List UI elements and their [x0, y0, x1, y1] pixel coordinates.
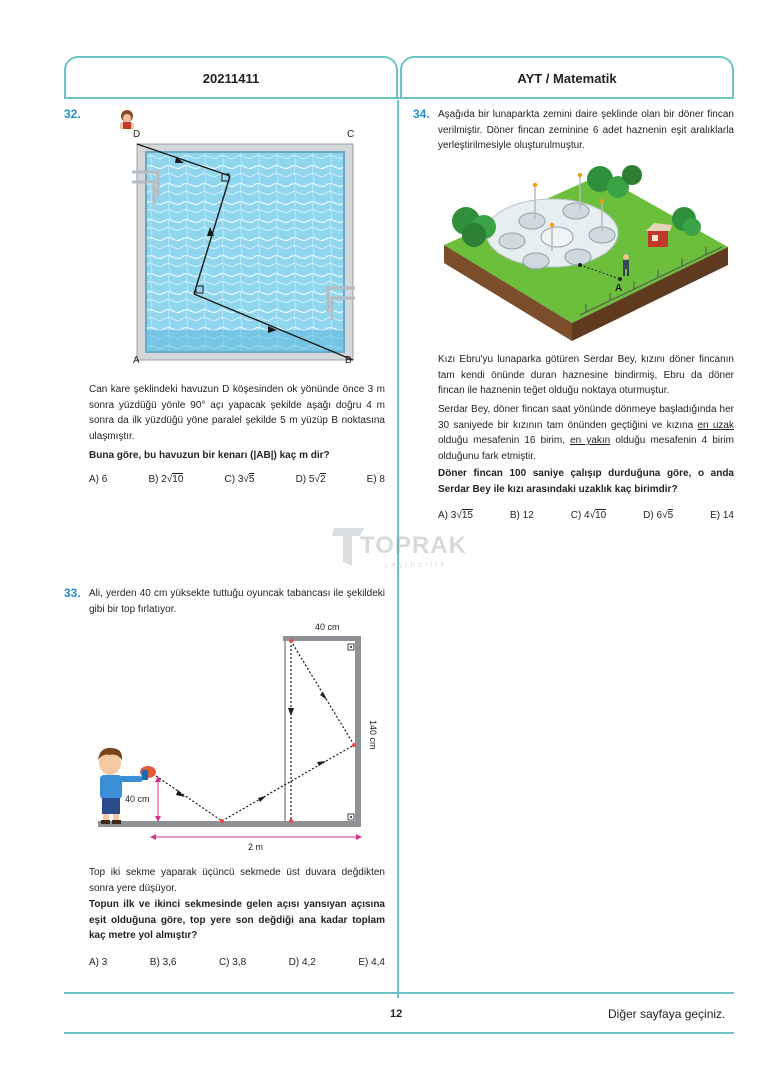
q33-choices: [89, 957, 385, 968]
footer-top-rule: [64, 992, 734, 994]
back-wall: [285, 638, 359, 824]
q33-choice-a[interactable]: A) 3: [89, 957, 108, 968]
floor: [98, 821, 361, 827]
q32-choice-c[interactable]: C) 3√5: [224, 474, 255, 485]
q32-choice-d[interactable]: D) 5√2: [295, 474, 326, 485]
q33-choice-c[interactable]: C) 3,8: [218, 957, 247, 968]
q33-choice-e[interactable]: E) 4,4: [358, 957, 385, 968]
q34-choice-b[interactable]: B) 12: [509, 510, 534, 521]
q33-label-floor: 2 m: [248, 842, 264, 852]
q33-choice-b[interactable]: B) 3,6: [149, 957, 177, 968]
q34-number: 34.: [413, 107, 430, 121]
q34-choices: [438, 510, 734, 521]
q32-choice-b[interactable]: B) 2√10: [148, 474, 184, 485]
q34-choice-e[interactable]: E) 14: [710, 510, 734, 521]
q34-choice-a[interactable]: A) 3√15: [438, 510, 473, 521]
swimmer-icon: [120, 110, 134, 129]
q33-question: Topun ilk ve ikinci sekmesinde gelen açısı yansıyan açısına eşit olduğuna göre, top yere son değdiği ana kadar toplam kaç metre yol almıştır?: [89, 899, 385, 942]
q32-question: Buna göre, bu havuzun bir kenarı (|AB|) kaç m dir?: [89, 450, 330, 461]
q32-label-b: B: [345, 355, 352, 366]
q33-label-height: 140 cm: [368, 720, 378, 750]
q33-number: 33.: [64, 586, 81, 600]
q32-label-d: D: [133, 129, 141, 140]
q34-choice-d[interactable]: D) 6√5: [643, 510, 674, 521]
exam-code: 20211411: [202, 70, 260, 86]
pool-water: [146, 152, 344, 352]
footer-bottom-rule: [64, 1032, 734, 1034]
q32-number: 32.: [64, 107, 81, 121]
watermark-brand: TOPRAK: [360, 532, 467, 559]
q34-text1: Kızı Ebru'yu lunaparka götüren Serdar Bey, kızını döner fincanın tam kendi önünde duran haznesine bindirmiş, Ebru da döner fincan ile haznenin teğet olduğu noktaya oturmuştur.: [438, 354, 734, 397]
q33-label-hand-height: 40 cm: [125, 794, 150, 804]
q32-choice-a[interactable]: A) 6: [89, 474, 108, 485]
next-page-note: Diğer sayfaya geçiniz.: [608, 1007, 726, 1021]
q33-label-top-width: 40 cm: [315, 622, 340, 632]
q32-choice-e[interactable]: E) 8: [366, 474, 385, 485]
q32-text: Can kare şeklindeki havuzun D köşesinden ok yönünde önce 3 m sonra yüzdüğü yönle 90° açı yapacak şekilde aşağı doğru 4 m sonra da ilk yüzdüğü yöne paralel şekilde 5 m yüzüp B noktasına ulaşmıştır.: [89, 384, 385, 442]
q34-underline-far: en uzak: [697, 419, 734, 431]
path-arrow-1: [176, 790, 185, 797]
q33-choice-d[interactable]: D) 4,2: [288, 957, 316, 968]
watermark-sub: yayıncılık: [384, 560, 448, 569]
q33-text: Top iki sekme yaparak üçüncü sekmede üst duvara değdikten sonra yere düşüyor.: [89, 867, 385, 894]
q34-park-figure: [440, 165, 730, 345]
q34-point-label: A: [615, 283, 623, 294]
q34-intro: Aşağıda bir lunaparkta zemini daire şeklinde olan bir döner fincan verilmiştir. Döner fincan zeminine 6 adet haznenin eşit aralıklarla yerleştirilmesiyle oluşturulmuştur.: [438, 109, 734, 152]
q32-pool-figure: [110, 108, 370, 368]
q32-label-c: C: [347, 129, 355, 140]
exam-subject: AYT / Matematik: [517, 70, 617, 86]
q32-label-a: A: [133, 355, 140, 366]
q32-choices: [89, 474, 385, 485]
path-arrow-2: [258, 796, 266, 802]
q34-underline-near: en yakın: [570, 435, 611, 447]
header-code-box: [64, 56, 398, 98]
q34-choice-c[interactable]: C) 4√10: [570, 510, 607, 521]
header-divider: [64, 97, 734, 99]
q34-question: Döner fincan 100 saniye çalışıp durduğuna göre, o anda Serdar Bey ile kızı arasındaki uzaklık kaç birimdir?: [438, 468, 734, 495]
page-number: 12: [390, 1008, 403, 1020]
q34-text2: Serdar Bey, döner fincan saat yönünde dönmeye başladığında her 30 saniyede bir kızının tam önünden geçtiğini ve kızına en uzak olduğu mesafenin 16 birim, en yakın olduğu mesafenin 4 birim olduğunu fark etmiştir.: [438, 404, 734, 462]
q33-intro: Ali, yerden 40 cm yüksekte tuttuğu oyuncak tabancası ile şekildeki gibi bir top fırlatıyor.: [89, 588, 385, 615]
ali-boy-icon: [98, 748, 156, 824]
header-subject-box: [400, 56, 734, 98]
q33-figure: [90, 620, 390, 860]
